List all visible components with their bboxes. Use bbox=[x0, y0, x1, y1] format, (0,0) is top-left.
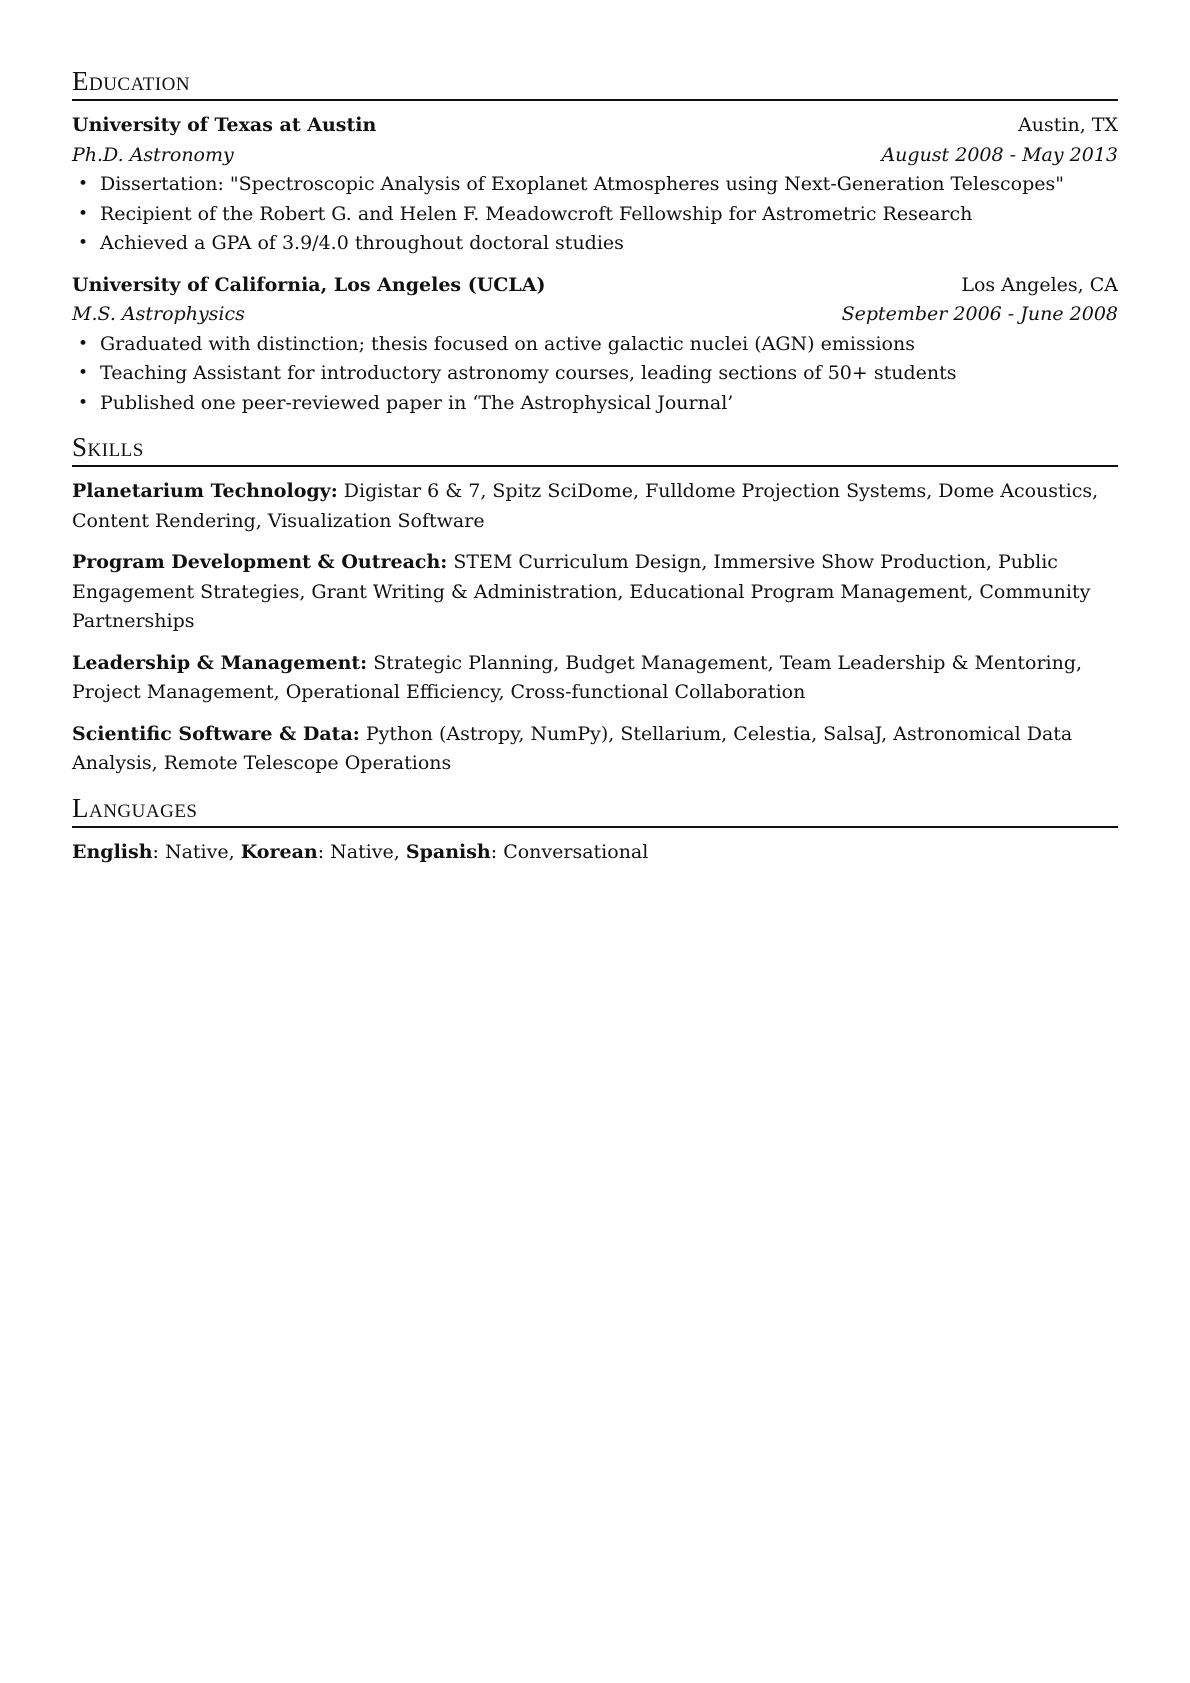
skill-group bbox=[72, 548, 1118, 637]
entry-subheader bbox=[72, 300, 1118, 330]
skill-text: Python (Astropy, NumPy), Stellarium, Celestia, SalsaJ, Astronomical Data Analysis, Remote Telescope Operations bbox=[72, 722, 1073, 774]
date-range: September 2006 - June 2008 bbox=[841, 303, 1118, 325]
bullet-text: Recipient of the Robert G. and Helen F. Meadowcroft Fellowship for Astrometric Research bbox=[100, 202, 973, 225]
bullet-text: Teaching Assistant for introductory astronomy courses, leading sections of 50+ students bbox=[100, 362, 957, 384]
bullet-icon: • bbox=[78, 174, 89, 194]
skill-text: STEM Curriculum Design, Immersive Show Production, Public Engagement Strategies, Grant Writing & Administration, Educational Program Management, Community Partnerships bbox=[72, 551, 1091, 632]
degree: Ph.D. Astronomy bbox=[72, 143, 234, 166]
language-name: English bbox=[72, 840, 153, 863]
language-level: : Conversational bbox=[490, 840, 649, 863]
skills-section bbox=[72, 432, 1118, 779]
skill-label: Scientific Software & Data: bbox=[72, 722, 360, 745]
bullet-item bbox=[72, 330, 1118, 360]
language-level: : Native, bbox=[152, 840, 241, 863]
entry-subheader bbox=[72, 141, 1118, 171]
skill-label: Planetarium Technology: bbox=[72, 480, 338, 502]
bullet-icon: • bbox=[78, 392, 89, 413]
bullet-list bbox=[72, 330, 1118, 419]
skill-group bbox=[72, 720, 1118, 779]
resume-page bbox=[72, 66, 1118, 881]
bullet-icon: • bbox=[78, 333, 89, 354]
bullet-text: Achieved a GPA of 3.9/4.0 throughout doctoral studies bbox=[100, 232, 624, 254]
education-entry bbox=[72, 111, 1118, 259]
languages-list bbox=[72, 838, 1118, 868]
language-name: Korean bbox=[240, 840, 318, 863]
date-range: August 2008 - May 2013 bbox=[881, 143, 1118, 166]
bullet-text: Published one peer-reviewed paper in ‘The Astrophysical Journal’ bbox=[100, 391, 734, 414]
bullet-list bbox=[72, 170, 1118, 259]
bullet-icon: • bbox=[78, 203, 89, 224]
institution-location: Austin, TX bbox=[1018, 114, 1118, 136]
skill-text: Strategic Planning, Budget Management, Team Leadership & Mentoring, Project Management, Operational Efficiency, Cross-functional Collaboration bbox=[72, 651, 1083, 703]
institution-location: Los Angeles, CA bbox=[961, 273, 1118, 296]
language-level: : Native, bbox=[317, 840, 406, 863]
bullet-text: Graduated with distinction; thesis focused on active galactic nuclei (AGN) emissions bbox=[100, 332, 915, 355]
languages-section bbox=[72, 793, 1118, 868]
education-section bbox=[72, 66, 1118, 418]
skill-label: Leadership & Management: bbox=[72, 651, 368, 674]
institution-name: University of Texas at Austin bbox=[72, 114, 377, 136]
language-name: Spanish bbox=[405, 840, 491, 863]
degree: M.S. Astrophysics bbox=[72, 303, 245, 325]
bullet-item bbox=[72, 389, 1118, 419]
bullet-icon: • bbox=[78, 363, 89, 383]
institution-name: University of California, Los Angeles (UCLA) bbox=[72, 273, 546, 296]
skill-group bbox=[72, 649, 1118, 708]
bullet-item bbox=[72, 359, 1118, 389]
entry-header bbox=[72, 271, 1118, 301]
bullet-icon: • bbox=[78, 233, 89, 253]
entry-header bbox=[72, 111, 1118, 141]
skills-heading: Skills bbox=[72, 432, 1118, 467]
bullet-text: Dissertation: "Spectroscopic Analysis of Exoplanet Atmospheres using Next-Generation Telescopes" bbox=[100, 173, 1064, 195]
skill-group bbox=[72, 477, 1118, 536]
education-heading: Education bbox=[72, 66, 1118, 101]
bullet-item bbox=[72, 170, 1118, 200]
bullet-item bbox=[72, 229, 1118, 259]
skill-text: Digistar 6 & 7, Spitz SciDome, Fulldome Projection Systems, Dome Acoustics, Content Rendering, Visualization Software bbox=[72, 480, 1099, 532]
languages-heading: Languages bbox=[72, 793, 1118, 828]
skill-label: Program Development & Outreach: bbox=[72, 551, 448, 573]
bullet-item bbox=[72, 200, 1118, 230]
education-entry bbox=[72, 271, 1118, 419]
